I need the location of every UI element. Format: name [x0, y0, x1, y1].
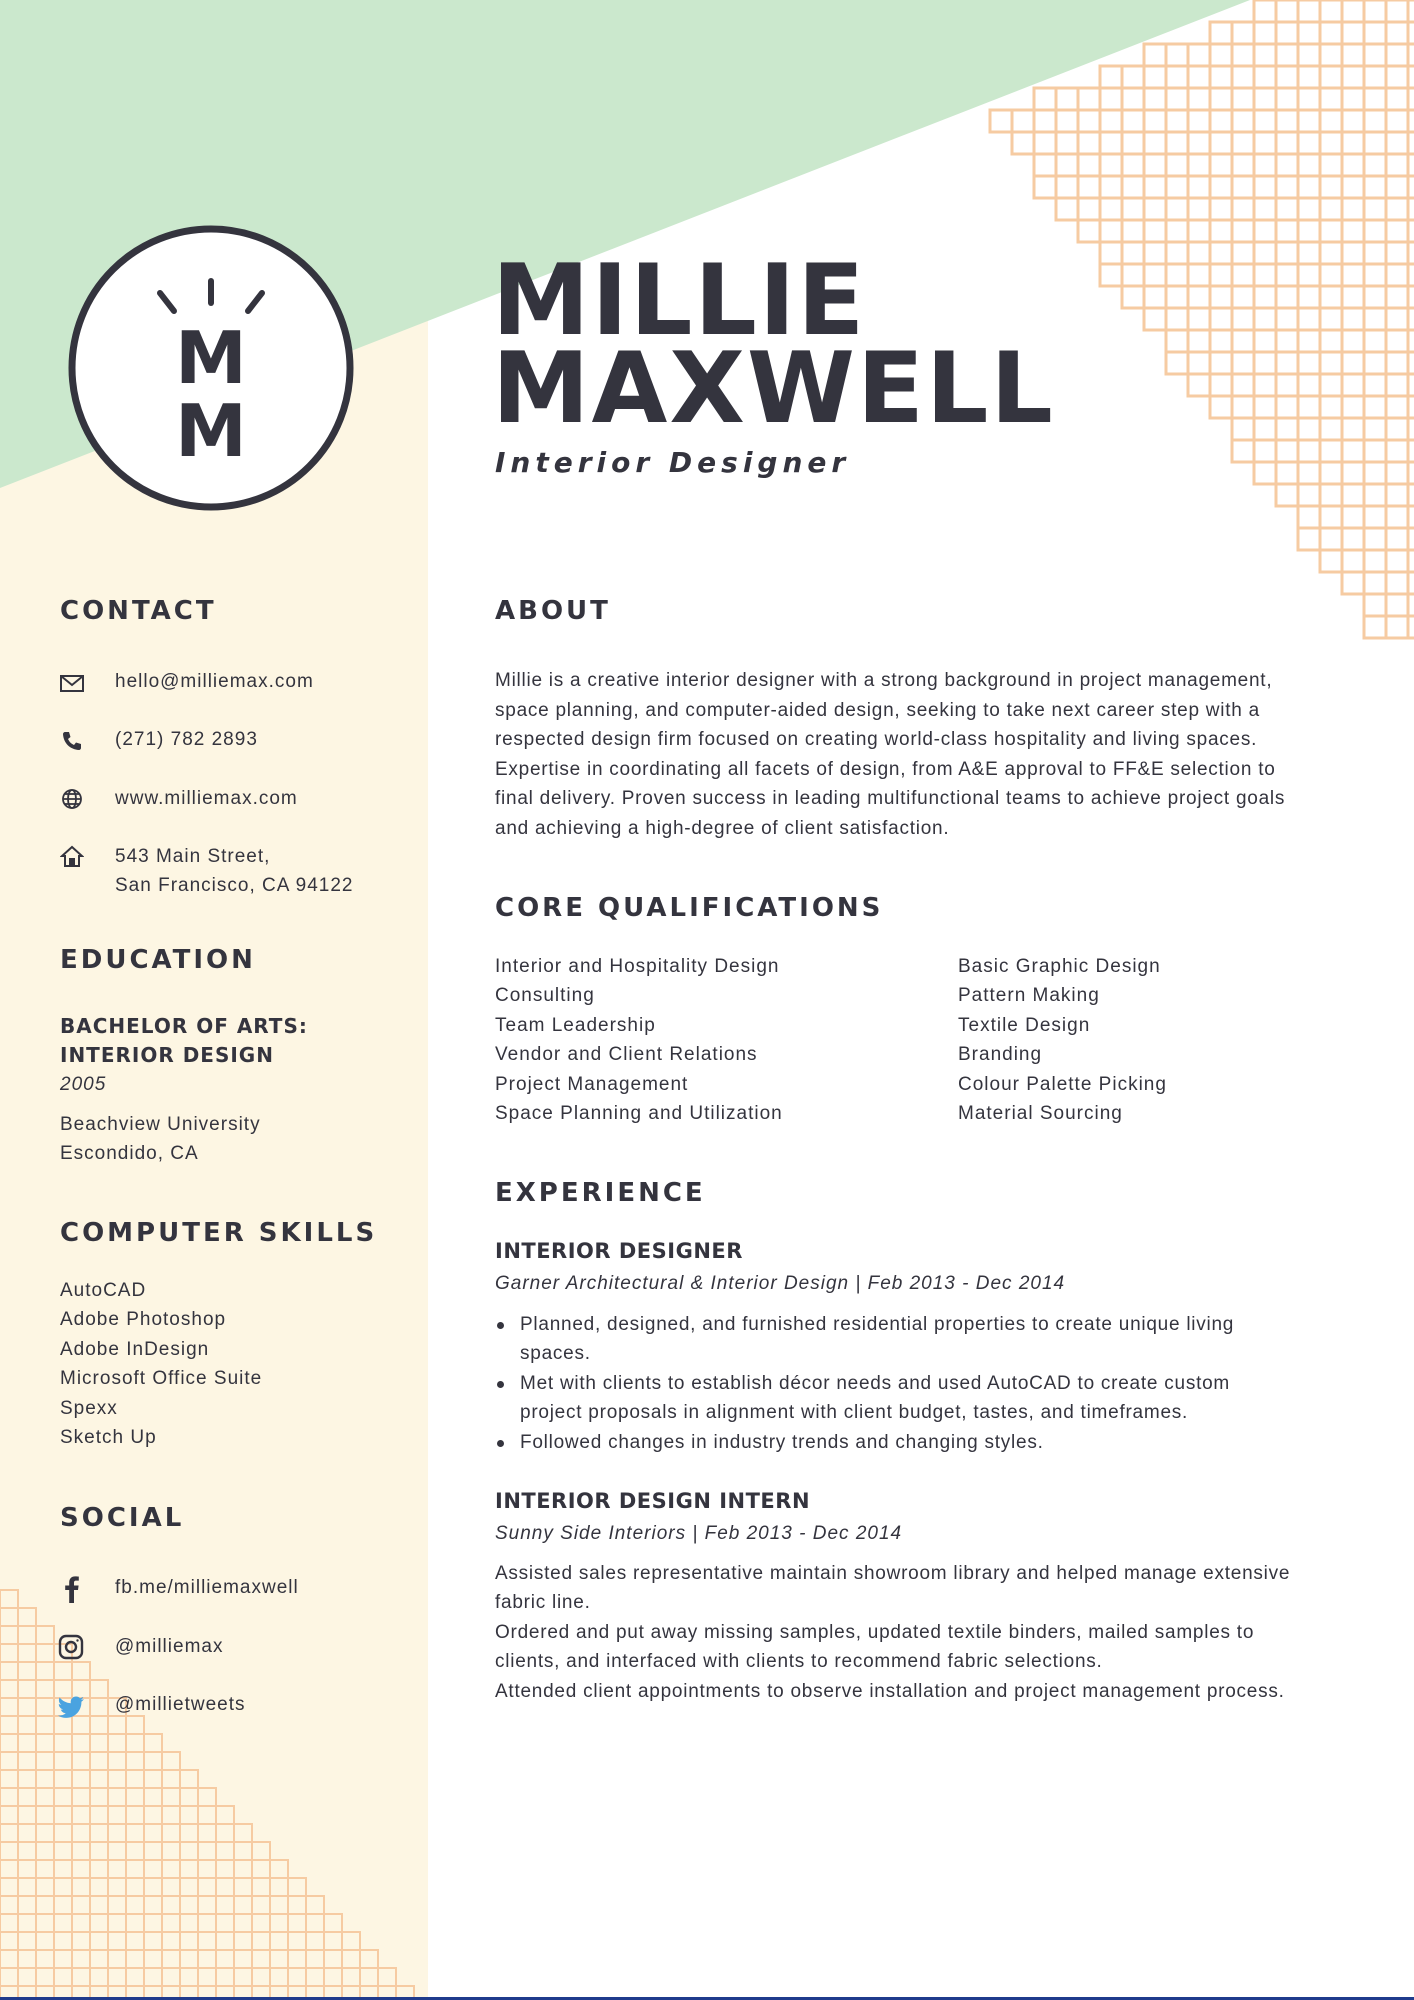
home-icon [60, 845, 84, 869]
about-line: respected design firm focused on creating world-class hospitality and living spaces. [495, 729, 1258, 751]
list-item: Basic Graphic Design [958, 956, 1161, 977]
last-name: MAXWELL [492, 332, 1055, 446]
list-item: Spexx [60, 1397, 118, 1419]
instagram-text[interactable]: @milliemax [115, 1636, 224, 1657]
address-line-2: San Francisco, CA 94122 [115, 875, 354, 897]
bullet-line: Followed changes in industry trends and changing styles. [520, 1431, 1044, 1453]
list-item: Sketch Up [60, 1427, 157, 1449]
about-line: final delivery. Proven success in leading multifunctional teams to achieve project goals [495, 788, 1286, 810]
bullet-line: Met with clients to establish décor needs and used AutoCAD to create custom [520, 1372, 1230, 1394]
bullet-line: project proposals in alignment with client budget, tastes, and timeframes. [520, 1402, 1189, 1424]
list-item [495, 1428, 1375, 1457]
list-item: Pattern Making [958, 985, 1100, 1007]
list-item: Branding [958, 1044, 1043, 1066]
list-item: Textile Design [958, 1014, 1091, 1036]
bullet-line: Planned, designed, and furnished residential properties to create unique living [520, 1314, 1235, 1335]
monogram-letter-top: M [175, 316, 247, 400]
school-name: Beachview University [60, 1114, 261, 1135]
list-item [495, 1310, 1375, 1369]
social-heading: SOCIAL [60, 1503, 185, 1533]
degree-title [60, 1012, 308, 1070]
job-title-intern: INTERIOR DESIGN INTERN [495, 1489, 811, 1513]
school-block [60, 1110, 261, 1169]
experience-heading: EXPERIENCE [495, 1178, 706, 1208]
list-item: Adobe InDesign [60, 1338, 210, 1360]
job-title: Interior Designer [495, 446, 851, 479]
description-line: Ordered and put away missing samples, updated textile binders, mailed samples to [495, 1621, 1255, 1643]
about-line: Millie is a creative interior designer with a strong background in project management, [495, 670, 1273, 691]
list-item: Vendor and Client Relations [495, 1044, 758, 1066]
list-item: Consulting [495, 985, 595, 1007]
computer-skills-list [60, 1276, 262, 1452]
contact-heading: CONTACT [60, 596, 217, 626]
twitter-icon [57, 1696, 85, 1720]
job-meta-interior-designer: Garner Architectural & Interior Design | Feb 2013 - Dec 2014 [495, 1273, 1066, 1294]
list-item: Colour Palette Picking [958, 1073, 1167, 1095]
description-line: Assisted sales representative maintain showroom library and helped manage extensive [495, 1563, 1291, 1584]
list-item: Adobe Photoshop [60, 1309, 227, 1331]
list-item: Team Leadership [495, 1014, 656, 1036]
description-line: Attended client appointments to observe installation and project management process. [495, 1680, 1285, 1702]
about-line: and achieving a high-degree of client satisfaction. [495, 817, 950, 839]
envelope-icon [60, 671, 84, 695]
description-line: fabric line. [495, 1592, 591, 1614]
list-item [495, 1369, 1375, 1428]
education-heading: EDUCATION [60, 945, 256, 975]
first-name: MILLIE [492, 244, 867, 358]
address-line-1: 543 Main Street, [115, 846, 271, 867]
email-text: hello@milliemax.com [115, 671, 314, 692]
job-title-interior-designer: INTERIOR DESIGNER [495, 1239, 743, 1263]
list-item: Space Planning and Utilization [495, 1103, 783, 1125]
degree-line-2: INTERIOR DESIGN [60, 1043, 274, 1067]
qualifications-right-list [958, 952, 1167, 1128]
address-block [115, 842, 353, 901]
computer-skills-heading: COMPUTER SKILLS [60, 1218, 378, 1248]
grid-pattern-top-right [990, 0, 1414, 638]
job-meta-intern: Sunny Side Interiors | Feb 2013 - Dec 2014 [495, 1523, 903, 1544]
bullet-line: spaces. [520, 1343, 591, 1365]
job-description-intern [495, 1559, 1375, 1706]
list-item: Material Sourcing [958, 1103, 1123, 1125]
job-bullets-interior-designer [495, 1310, 1375, 1457]
globe-icon [60, 787, 84, 811]
about-heading: ABOUT [495, 596, 611, 626]
list-item: Project Management [495, 1073, 689, 1095]
instagram-icon [58, 1634, 84, 1660]
about-line: space planning, and computer-aided design, seeking to take next career step with a [495, 699, 1260, 721]
website-text: www.milliemax.com [115, 788, 298, 809]
list-item: AutoCAD [60, 1280, 147, 1301]
facebook-icon [60, 1575, 84, 1603]
qualifications-left-list [495, 952, 783, 1128]
phone-text: (271) 782 2893 [115, 729, 258, 750]
monogram-logo [68, 225, 354, 511]
list-item: Microsoft Office Suite [60, 1368, 263, 1390]
school-location: Escondido, CA [60, 1143, 199, 1165]
phone-icon [60, 729, 84, 753]
core-qualifications-heading: CORE QUALIFICATIONS [495, 893, 884, 923]
twitter-text[interactable]: @millietweets [115, 1694, 246, 1715]
facebook-text[interactable]: fb.me/milliemaxwell [115, 1577, 299, 1598]
description-line: clients, and interfaced with clients to recommend fabric selections. [495, 1651, 1103, 1673]
degree-line-1: BACHELOR OF ARTS: [60, 1014, 308, 1038]
about-paragraph [495, 666, 1375, 844]
monogram-letter-bottom: M [175, 389, 247, 473]
education-year: 2005 [60, 1074, 107, 1095]
list-item: Interior and Hospitality Design [495, 956, 780, 977]
about-line: Expertise in coordinating all facets of design, from A&E approval to FF&E selection to [495, 758, 1276, 780]
